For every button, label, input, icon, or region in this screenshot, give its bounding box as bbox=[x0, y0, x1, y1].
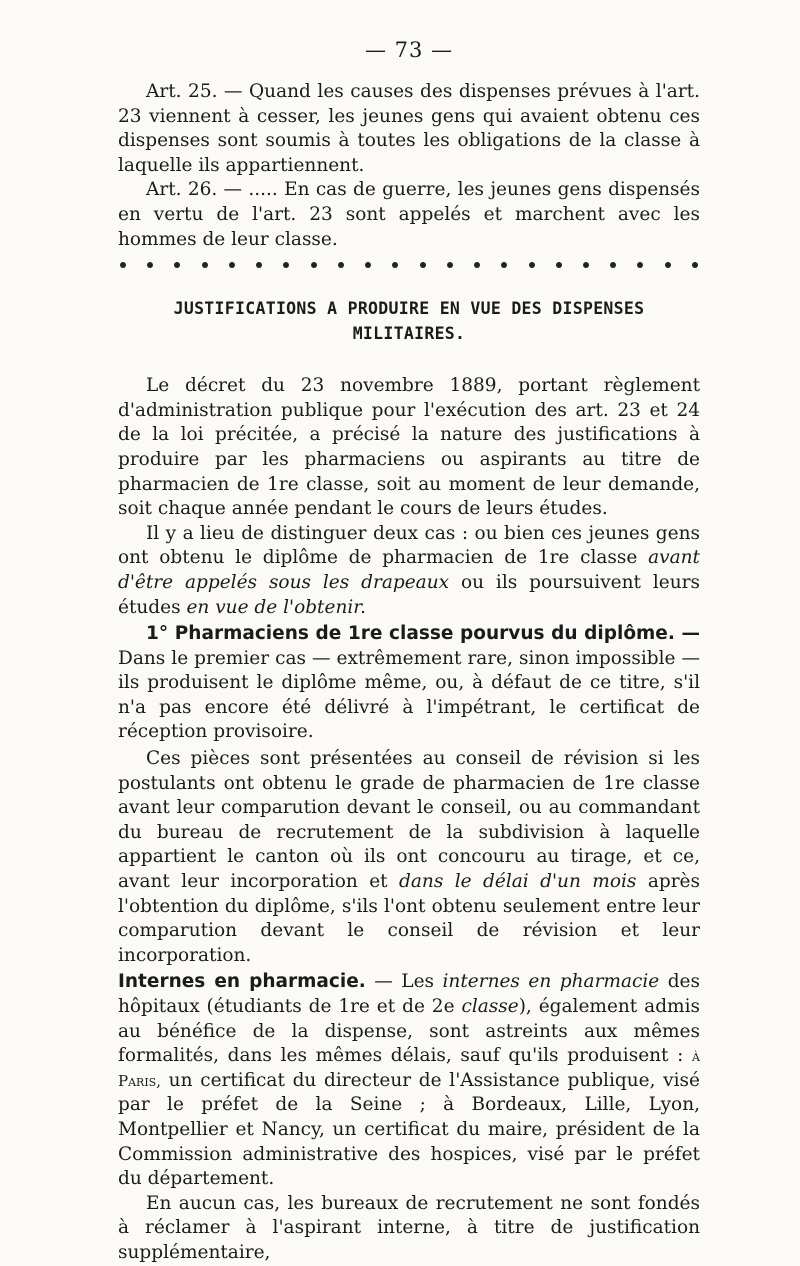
subhead-diploma-holders: 1° Pharmaciens de 1re classe pourvus du diplôme. — bbox=[146, 623, 700, 645]
paragraph-documents: Ces pièces sont présentées au conseil de révision si les postulants ont obtenu le grade de pharmacien de 1re classe avant leur comparution devant le conseil, ou au commandant du bureau de recrutement de la subdivision à laquelle appartient le canton où ils ont concouru au tirage, et ce, avant leur incorporation et dans le délai d'un mois après l'obtention du diplôme, s'ils l'ont obtenu seulement entre leur comparution devant le conseil de révision et leur incorporation. bbox=[118, 748, 700, 966]
paragraph-two-cases: Il y a lieu de distinguer deux cas : ou bien ces jeunes gens ont obtenu le diplôme de pharmacien de 1re classe avant d'être appelés sous les drapeaux ou ils poursuivent leurs études en vue de l'obtenir. bbox=[118, 522, 700, 618]
section-heading: JUSTIFICATIONS A PRODUIRE EN VUE DES DISPENSES MILITAIRES. bbox=[173, 299, 645, 344]
ellipsis-divider bbox=[118, 262, 700, 268]
paragraph-interns: Internes en pharmacie. — Les internes en pharmacie des hôpitaux (étudiants de 1re et de 2e classe), également admis au bénéfice de la dispense, sont astreints aux mêmes formalités, dans les mêmes délais, sauf qu'ils produisent : à Paris, un certificat du directeur de l'Assistance publique, visé par le préfet de la Seine ; à Bordeaux, Lille, Lyon, Montpellier et Nancy, un certificat du maire, président de la Commission administrative des hospices, visé par le préfet du département. bbox=[118, 971, 700, 1190]
paragraph-diploma-holders: 1° Pharmaciens de 1re classe pourvus du diplôme. — Dans le premier cas — extrêmement rare, sinon impossible — ils produisent le diplôme même, ou, à défaut de ce titre, s'il n'a pas encore été délivré à l'impétrant, le certificat de réception provisoire. bbox=[118, 623, 700, 743]
article-26: Art. 26. — ..... En cas de guerre, les jeunes gens dispensés en vertu de l'art. 23 sont appelés et marchent avec les hommes de leur classe. bbox=[118, 179, 700, 250]
page-number: — 73 — bbox=[364, 38, 454, 62]
paragraph-decree: Le décret du 23 novembre 1889, portant règlement d'administration publique pour l'exécution des art. 23 et 24 de la loi précitée, a précisé la nature des justifications à produire par les pharmaciens ou aspirants au titre de pharmacien de 1re classe, soit au moment de leur demande, soit chaque année pendant le cours de leurs études. bbox=[118, 375, 700, 520]
subhead-interns: Internes en pharmacie. bbox=[118, 971, 366, 993]
article-25: Art. 25. — Quand les causes des dispenses prévues à l'art. 23 viennent à cesser, les jeunes gens qui avaient obtenu ces dispenses sont soumis à toutes les obligations de la classe à laquelle ils appartiennent. bbox=[118, 81, 700, 176]
paragraph-final: En aucun cas, les bureaux de recrutement ne sont fondés à réclamer à l'aspirant interne, à titre de justification supplémentaire, bbox=[118, 1192, 700, 1263]
